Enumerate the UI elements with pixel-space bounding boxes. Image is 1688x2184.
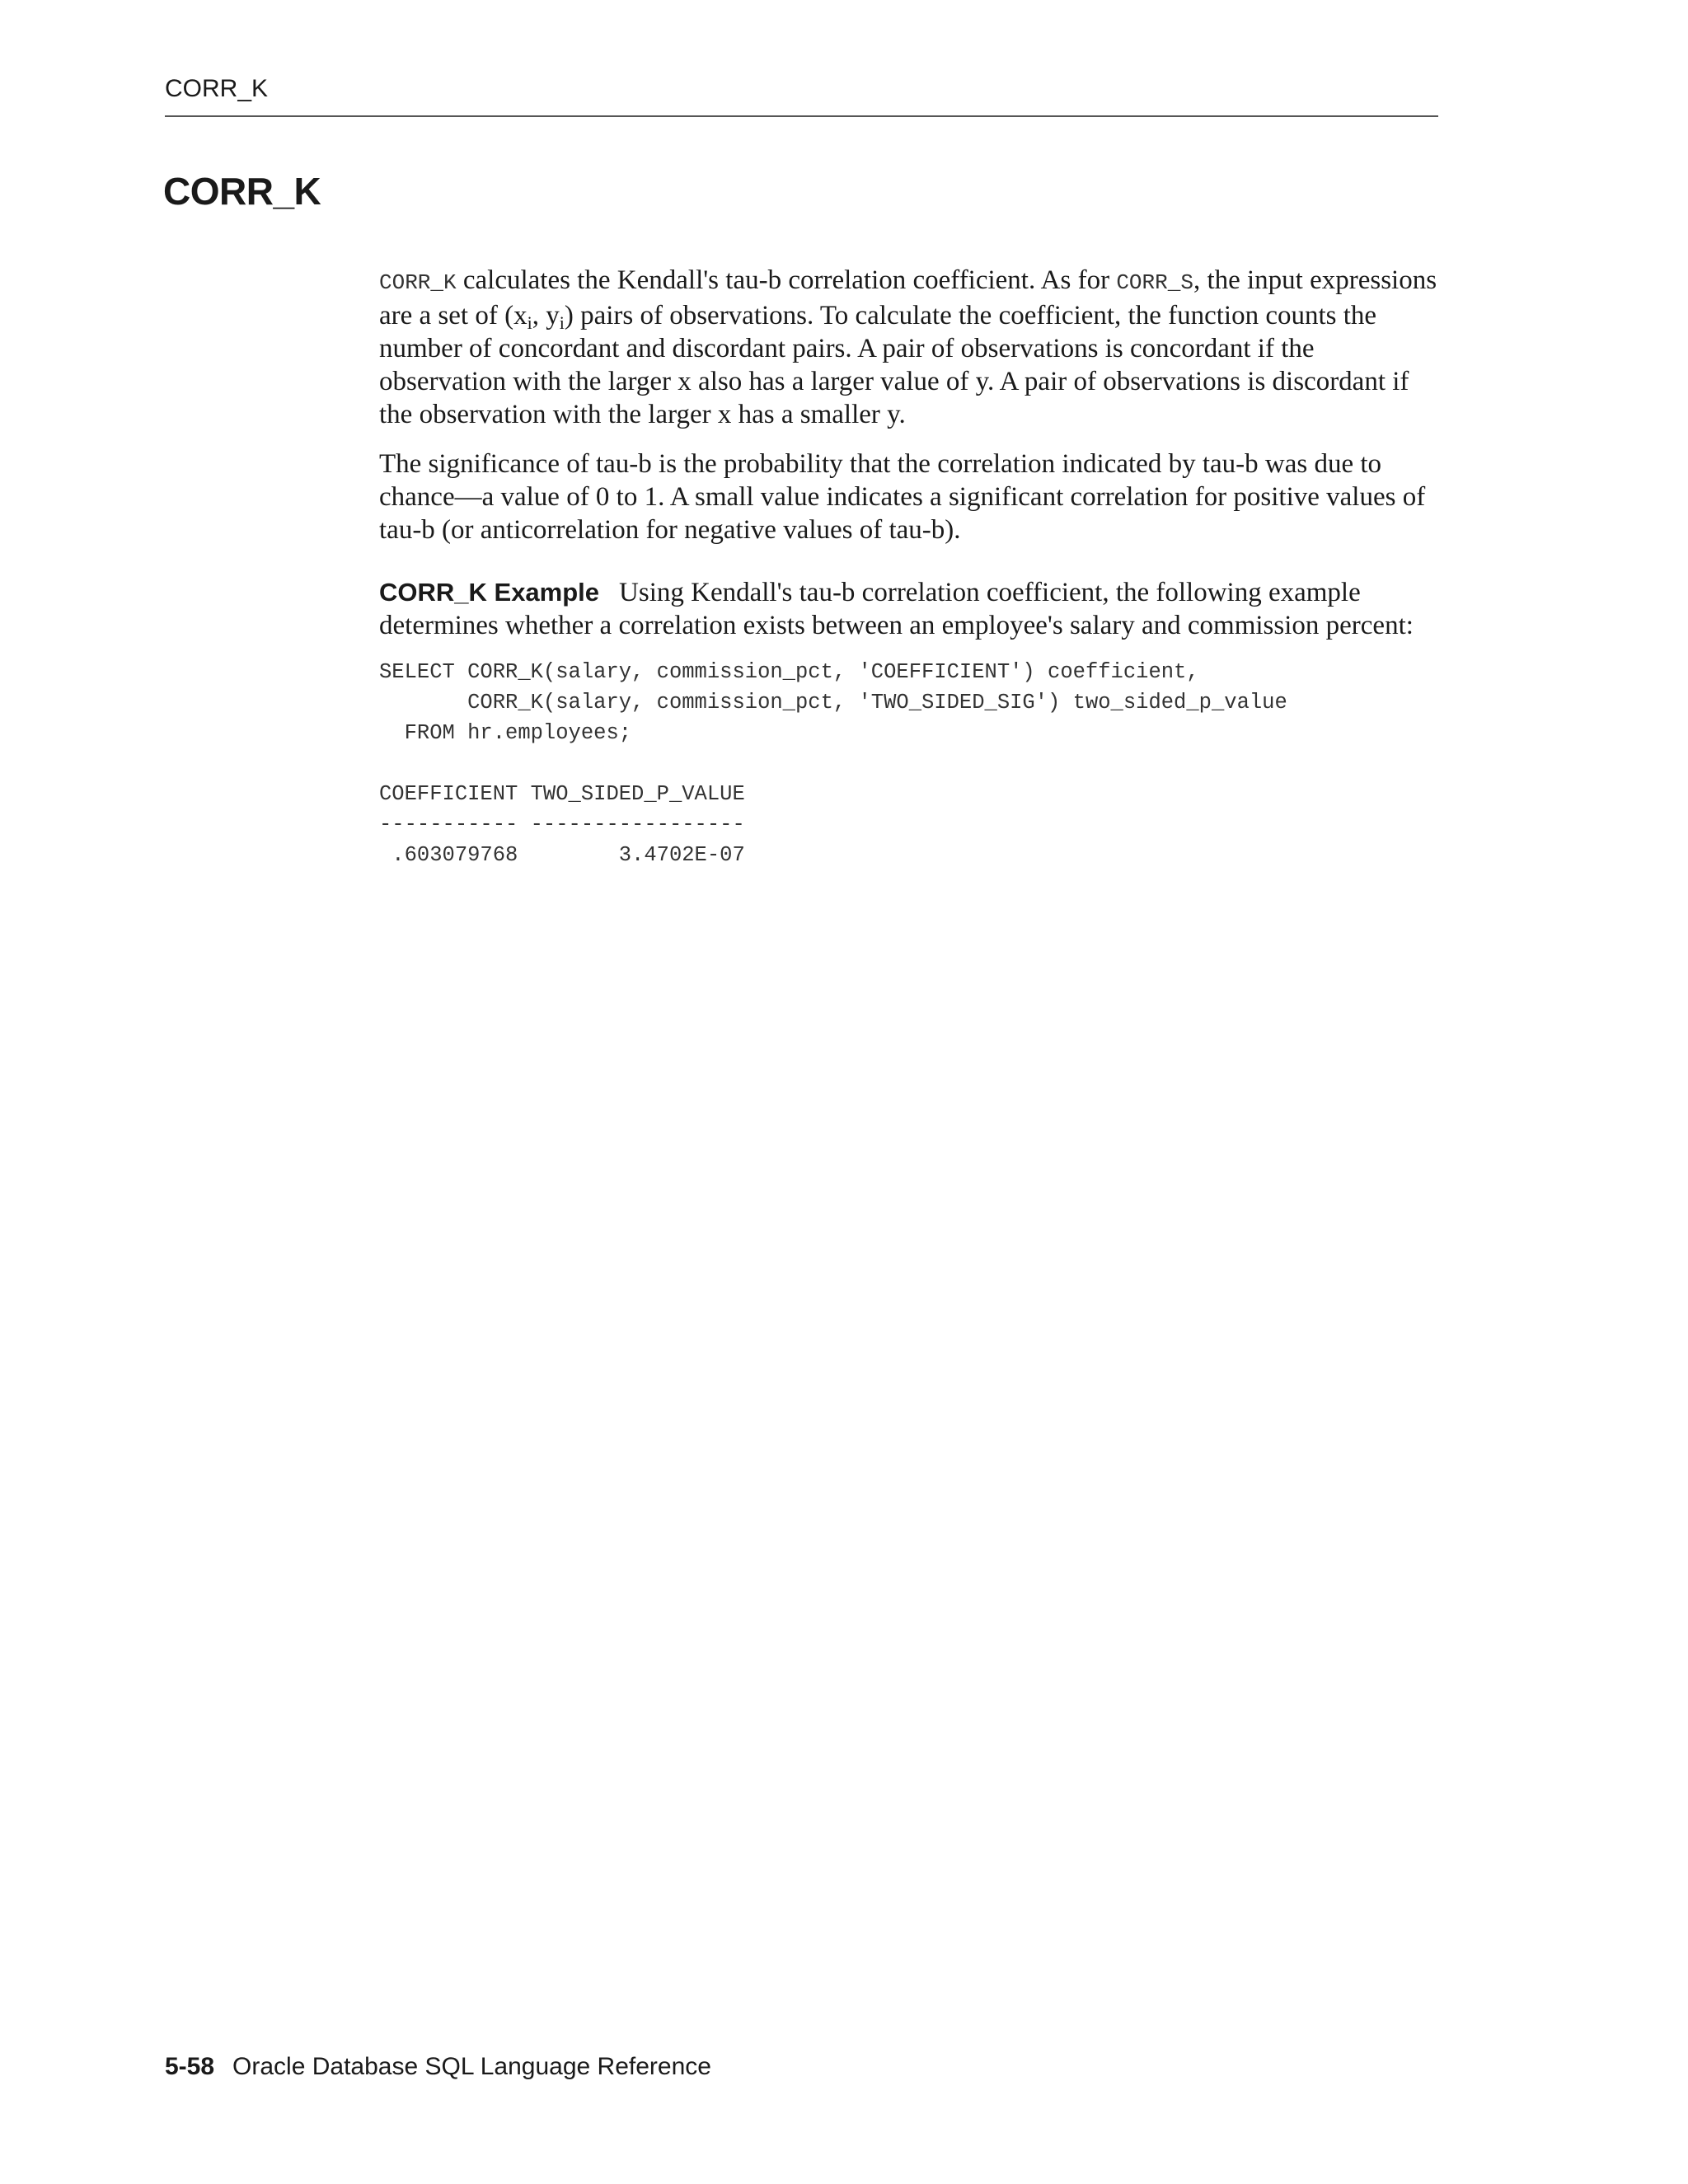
subscript-i-x: i <box>527 312 532 333</box>
description-text-2: , the input expressions are a set of (x <box>379 265 1437 330</box>
significance-paragraph: The significance of tau-b is the probability that the correlation indicated by tau-b was due to chance—a value of 0 to 1. A small value indicates a significant correlation for positive values of tau-b (or anticorrelation for negative values of tau-b). <box>379 449 1426 545</box>
running-header: CORR_K <box>165 75 269 102</box>
description-text-3: , y <box>532 301 560 330</box>
inline-code-corr-k: CORR_K <box>379 270 457 295</box>
section-title: CORR_K <box>163 170 321 213</box>
page-footer <box>165 2052 711 2082</box>
code-example: SELECT CORR_K(salary, commission_pct, 'COEFFICIENT') coefficient, CORR_K(salary, commission_pct, 'TWO_SIDED_SIG') two_sided_p_value FROM hr.employees; COEFFICIENT TWO_SIDED_P_VALUE ----------- ----------------- .603079768 3.4702E-07 <box>379 660 1287 867</box>
description-paragraph <box>379 264 1442 431</box>
description-text-4: ) pairs of observations. To calculate the coefficient, the function counts the number of concordant and discordant pairs. A pair of observations is concordant if the observation with the larger x also has a larger value of y. A pair of observations is discordant if the observation with the larger x has a smaller y. <box>379 301 1409 429</box>
inline-code-corr-s: CORR_S <box>1116 270 1193 295</box>
example-paragraph <box>379 576 1442 642</box>
example-text: Using Kendall's tau-b correlation coefficient, the following example determines whether a correlation exists between an employee's salary and commission percent: <box>379 578 1414 640</box>
main-content <box>379 264 1442 870</box>
description-text-1: calculates the Kendall's tau-b correlation coefficient. As for <box>456 265 1117 295</box>
page-number: 5-58 <box>165 2053 215 2080</box>
header-rule <box>165 115 1438 117</box>
subscript-i-y: i <box>559 312 565 333</box>
book-title: Oracle Database SQL Language Reference <box>232 2053 711 2080</box>
example-label: CORR_K Example <box>379 578 600 607</box>
